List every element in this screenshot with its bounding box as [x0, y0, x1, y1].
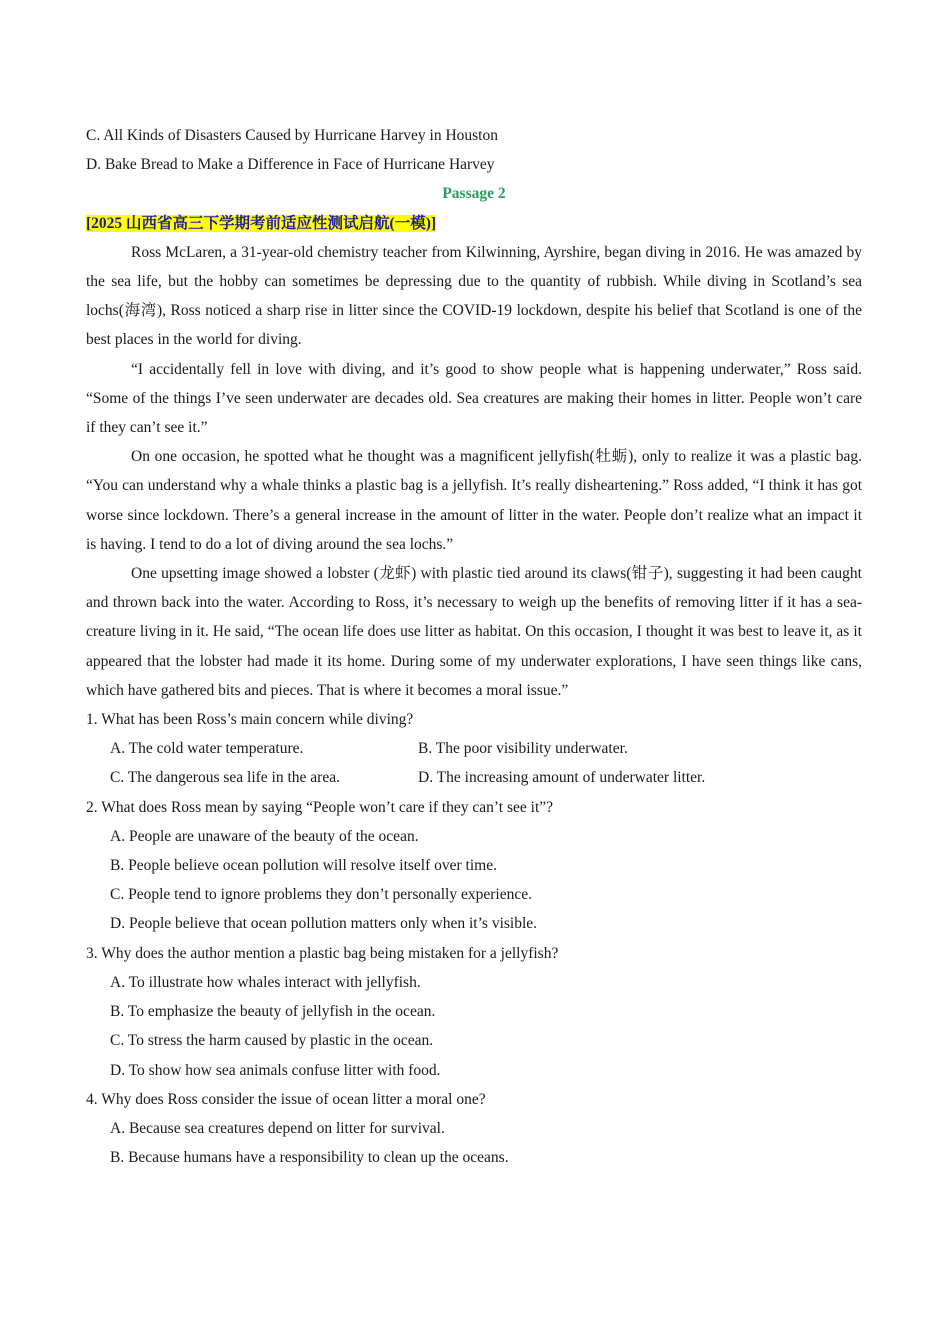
- question-4-option-b: B. Because humans have a responsibility to clean up the oceans.: [110, 1149, 509, 1167]
- paragraph-3: On one occasion, he spotted what he thought was a magnificent jellyfish(牡蛎), only to realize it was a plastic bag. “You can understand why a whale thinks a plastic bag is a jellyfish. It’s really disheartening.” Ross added, “I think it has got worse since lockdown. There’s a general increase in the amount of litter in the water. People don’t realize what an impact it is having. I tend to do a lot of diving around the sea lochs.”: [86, 448, 862, 553]
- question-2: 2. What does Ross mean by saying “People won’t care if they can’t see it”?: [86, 798, 554, 816]
- question-2-option-d: D. People believe that ocean pollution matters only when it’s visible.: [110, 915, 538, 933]
- question-1: 1. What has been Ross’s main concern while diving?: [86, 711, 414, 729]
- question-4: 4. Why does Ross consider the issue of ocean litter a moral one?: [86, 1090, 486, 1108]
- question-3-option-b: B. To emphasize the beauty of jellyfish in the ocean.: [110, 1003, 436, 1021]
- question-1-option-d: D. The increasing amount of underwater litter.: [418, 769, 706, 787]
- question-1-options-row-1: [86, 734, 862, 763]
- question-1-option-a: A. The cold water temperature.: [110, 740, 304, 758]
- question-3: 3. Why does the author mention a plastic bag being mistaken for a jellyfish?: [86, 944, 559, 962]
- paragraph-4: One upsetting image showed a lobster (龙虾) with plastic tied around its claws(钳子), suggesting it had been caught and thrown back into the water. According to Ross, it’s necessary to weigh up the benefits of removing litter if it has a sea-creature living in it. He said, “The ocean life does use litter as habitat. On this occasion, I thought it was best to leave it, as it appeared that the lobster had made it its home. During some of my underwater explorations, I have seen things like cans, which have gathered bits and pieces. That is where it becomes a moral issue.”: [86, 565, 862, 699]
- question-1-options-row-2: [86, 763, 862, 792]
- question-2-option-a: A. People are unaware of the beauty of the ocean.: [110, 827, 419, 845]
- passage-title: Passage 2: [442, 185, 506, 203]
- previous-option-c: C. All Kinds of Disasters Caused by Hurricane Harvey in Houston: [86, 127, 498, 144]
- question-3-option-a: A. To illustrate how whales interact with jellyfish.: [110, 973, 421, 991]
- question-3-option-c: C. To stress the harm caused by plastic in the ocean.: [110, 1032, 434, 1050]
- question-2-option-b: B. People believe ocean pollution will resolve itself over time.: [110, 857, 497, 875]
- question-2-option-c: C. People tend to ignore problems they don’t personally experience.: [110, 886, 532, 904]
- question-3-option-d: D. To show how sea animals confuse litter with food.: [110, 1061, 441, 1079]
- paragraph-1: Ross McLaren, a 31-year-old chemistry teacher from Kilwinning, Ayrshire, began diving in 2016. He was amazed by the sea life, but the hobby can sometimes be depressing due to the quantity of rubbish. While diving in Scotland’s sea lochs(海湾), Ross noticed a sharp rise in litter since the COVID-19 lockdown, despite his belief that Scotland is one of the best places in the world for diving.: [86, 243, 862, 349]
- paragraph-2: “I accidentally fell in love with diving, and it’s good to show people what is happening underwater,” Ross said. “Some of the things I’ve seen underwater are decades old. Sea creatures are making their homes in litter. People won’t care if they can’t see it.”: [86, 360, 862, 437]
- previous-option-d: D. Bake Bread to Make a Difference in Face of Hurricane Harvey: [86, 156, 495, 174]
- source-tag-text: [2025 山西省高三下学期考前适应性测试启航(一模)]: [86, 214, 437, 232]
- question-1-option-b: B. The poor visibility underwater.: [418, 740, 628, 758]
- source-tag: [86, 209, 862, 238]
- question-4-option-a: A. Because sea creatures depend on litter for survival.: [110, 1119, 445, 1137]
- question-1-option-c: C. The dangerous sea life in the area.: [110, 769, 340, 787]
